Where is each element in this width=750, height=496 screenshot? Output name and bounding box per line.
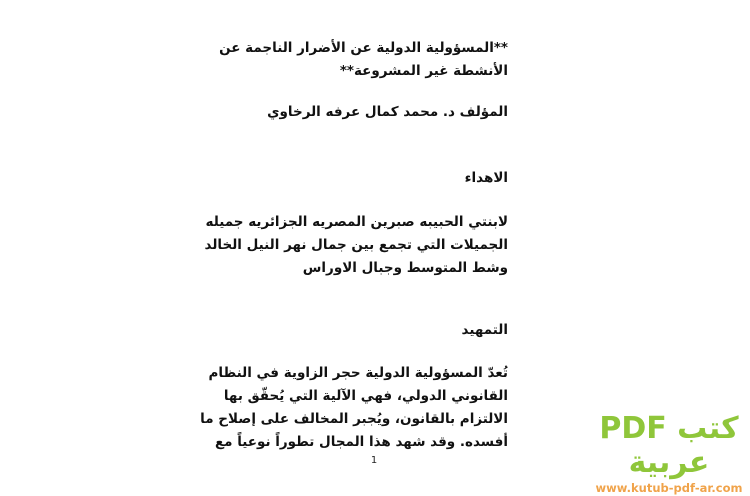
title-line-1: **المسؤولية الدولية عن الأضرار الناجمة عن (219, 40, 508, 56)
watermark-logo: كتب PDF عربية (599, 411, 739, 480)
dedication-line-1: لابنتي الحبيبه صبرين المصريه الجزائريه جميله (205, 214, 508, 230)
intro-heading (238, 319, 508, 342)
dedication-heading (238, 167, 508, 190)
intro-line-2: القانوني الدولي، فهي الآلية التي يُحقّق بها (223, 388, 508, 404)
dedication-line-3: وشط المتوسط وجبال الاوراس (302, 260, 508, 276)
intro-line-1: تُعدّ المسؤولية الدولية حجر الزاوية في النظام (208, 365, 508, 381)
page-number: 1 (370, 455, 378, 466)
author-text: المؤلف د. محمد كمال عرفه الرخاوي (267, 104, 508, 120)
intro-heading-text: التمهيد (461, 322, 508, 338)
author-line (238, 101, 508, 124)
title-line-2: الأنشطة غير المشروعة** (339, 63, 508, 79)
document-title (219, 37, 508, 83)
watermark (594, 412, 744, 496)
watermark-url: www.kutub-pdf-ar.com (595, 481, 743, 495)
intro-line-3: الالتزام بالقانون، ويُجبر المخالف على إصلاح ما (200, 411, 508, 427)
dedication-paragraph (204, 211, 508, 280)
intro-line-4: أفسده. وقد شهد هذا المجال تطوراً نوعياً مع (214, 434, 508, 450)
dedication-line-2: الجميلات التي تجمع بين جمال نهر النيل الخالد (204, 237, 508, 253)
dedication-heading-text: الاهداء (464, 170, 508, 186)
intro-paragraph (200, 362, 508, 454)
